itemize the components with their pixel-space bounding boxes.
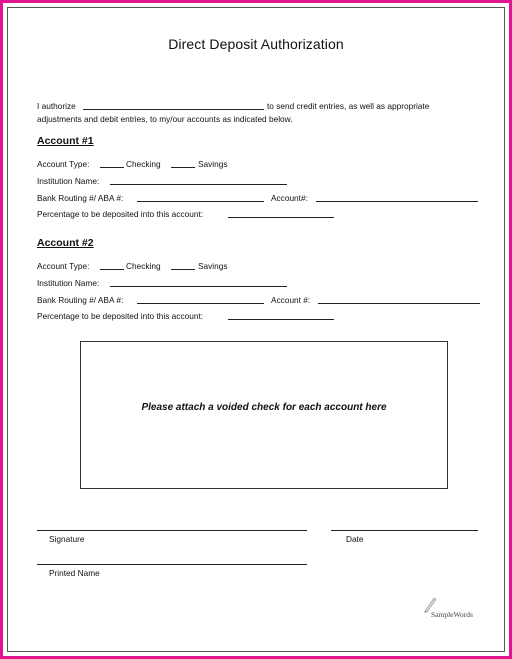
intro-line-2: adjustments and debit entries, to my/our accounts as indicated below. xyxy=(37,114,293,124)
authorized-party-field[interactable] xyxy=(83,109,264,110)
account-1-routing-field[interactable] xyxy=(137,201,264,202)
account-2-percentage-field[interactable] xyxy=(228,319,334,320)
account-1-type-label: Account Type: xyxy=(37,159,90,169)
account-1-savings-label: Savings xyxy=(198,159,228,169)
account-1-number-label: Account#: xyxy=(271,193,308,203)
date-line[interactable] xyxy=(331,530,478,531)
printed-name-label: Printed Name xyxy=(49,568,100,578)
account-2-number-field[interactable] xyxy=(318,303,480,304)
account-1-heading: Account #1 xyxy=(37,135,94,147)
intro-prefix: I authorize xyxy=(37,101,76,111)
account-1-number-field[interactable] xyxy=(316,201,478,202)
account-1-percentage-field[interactable] xyxy=(228,217,334,218)
document-title: Direct Deposit Authorization xyxy=(168,36,344,52)
logo-text: SampleWords xyxy=(431,610,473,619)
voided-check-instruction: Please attach a voided check for each account here xyxy=(141,402,387,413)
account-2-type-label: Account Type: xyxy=(37,261,90,271)
voided-check-box xyxy=(80,341,448,489)
printed-name-line[interactable] xyxy=(37,564,307,565)
account-1-routing-label: Bank Routing #/ ABA #: xyxy=(37,193,124,203)
date-label: Date xyxy=(346,534,364,544)
account-1-savings-field[interactable] xyxy=(171,167,195,168)
account-1-checking-field[interactable] xyxy=(100,167,124,168)
account-2-heading: Account #2 xyxy=(37,237,94,249)
intro-suffix: to send credit entries, as well as appropriate xyxy=(267,101,430,111)
account-1-checking-label: Checking xyxy=(126,159,161,169)
account-2-percentage-label: Percentage to be deposited into this account: xyxy=(37,311,204,321)
signature-line[interactable] xyxy=(37,530,307,531)
signature-label: Signature xyxy=(49,534,85,544)
document-page xyxy=(7,7,505,652)
account-1-percentage-label: Percentage to be deposited into this account: xyxy=(37,209,204,219)
account-2-checking-label: Checking xyxy=(126,261,161,271)
account-2-savings-label: Savings xyxy=(198,261,228,271)
account-1-institution-label: Institution Name: xyxy=(37,176,100,186)
account-2-checking-field[interactable] xyxy=(100,269,124,270)
account-2-institution-field[interactable] xyxy=(110,286,287,287)
account-2-number-label: Account #: xyxy=(271,295,311,305)
account-1-institution-field[interactable] xyxy=(110,184,287,185)
account-2-routing-field[interactable] xyxy=(137,303,264,304)
account-2-institution-label: Institution Name: xyxy=(37,278,100,288)
account-2-savings-field[interactable] xyxy=(171,269,195,270)
account-2-routing-label: Bank Routing #/ ABA #: xyxy=(37,295,124,305)
